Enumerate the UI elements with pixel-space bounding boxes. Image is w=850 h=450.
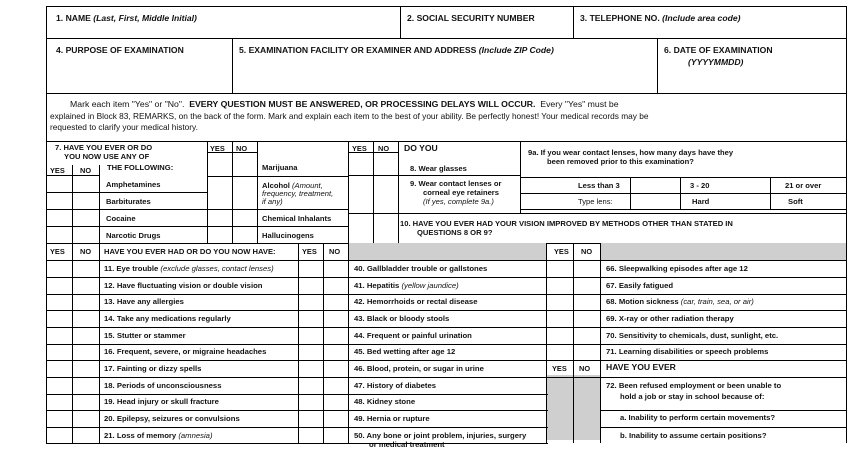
no-checkbox[interactable] bbox=[574, 328, 599, 343]
yes-checkbox[interactable] bbox=[47, 295, 72, 310]
purpose-block-label bbox=[56, 45, 184, 55]
q14: 14. Take any medications regularly bbox=[104, 314, 231, 323]
q7-yes-header: YES bbox=[210, 144, 225, 153]
no-checkbox[interactable] bbox=[574, 311, 599, 326]
no-checkbox[interactable] bbox=[324, 328, 349, 343]
q9a-option-soft: Soft bbox=[788, 197, 803, 206]
col2-yes-header: YES bbox=[302, 247, 317, 256]
q10-vision-improved: 10. HAVE YOU EVER HAD YOUR VISION IMPROVED BY METHODS OTHER THAN STATED IN bbox=[400, 219, 733, 228]
no-checkbox[interactable] bbox=[73, 328, 98, 343]
yes-checkbox[interactable] bbox=[47, 311, 72, 326]
yes-checkbox[interactable] bbox=[47, 261, 72, 276]
yes-checkbox[interactable] bbox=[47, 395, 72, 410]
ssn-block-label bbox=[407, 13, 535, 23]
q9a-line-1: 9a. If you wear contact lenses, how many days have they bbox=[528, 148, 734, 157]
col3-yes-header-2: YES bbox=[552, 364, 567, 373]
yes-checkbox[interactable] bbox=[47, 428, 72, 443]
yes-checkbox[interactable] bbox=[299, 411, 324, 426]
q21 bbox=[104, 431, 213, 440]
block-note: (Include area code) bbox=[662, 13, 741, 23]
do-you-no-header: NO bbox=[378, 144, 390, 153]
q69: 69. X-ray or other radiation therapy bbox=[606, 314, 734, 323]
yes-checkbox[interactable] bbox=[299, 328, 324, 343]
no-checkbox[interactable] bbox=[324, 428, 349, 443]
question-note: (amnesia) bbox=[178, 431, 213, 440]
no-checkbox[interactable] bbox=[73, 361, 98, 376]
block-number: 2. bbox=[407, 13, 415, 23]
block-number: 5. bbox=[239, 45, 247, 55]
no-checkbox[interactable] bbox=[324, 395, 349, 410]
yes-checkbox[interactable] bbox=[299, 295, 324, 310]
alcohol-label: Alcohol bbox=[262, 181, 290, 190]
block-number: 1. bbox=[56, 13, 64, 23]
q41 bbox=[354, 281, 459, 290]
yes-checkbox[interactable] bbox=[47, 378, 72, 393]
col3-yes-header: YES bbox=[554, 247, 569, 256]
q43: 43. Black or bloody stools bbox=[354, 314, 450, 323]
q72: 72. Been refused employment or been unable to bbox=[606, 381, 782, 390]
q7-yes-header: YES bbox=[50, 166, 65, 175]
yes-checkbox[interactable] bbox=[547, 345, 572, 360]
yes-checkbox[interactable] bbox=[47, 278, 72, 293]
q67: 67. Easily fatigued bbox=[606, 281, 674, 290]
section-header: HAVE YOU EVER HAD OR DO YOU NOW HAVE: bbox=[104, 247, 276, 256]
instructions-line-2: explained in Block 83, REMARKS, on the back of the form. Mark and explain each item to the best of your ability. Be perfectly honest! Your medical records may be bbox=[50, 110, 649, 121]
no-checkbox[interactable] bbox=[324, 295, 349, 310]
block-number: 3. bbox=[580, 13, 588, 23]
q50: 50. Any bone or joint problem, injuries, surgery bbox=[354, 431, 527, 440]
q9-note: (If yes, complete 9a.) bbox=[423, 197, 494, 206]
q7-narcotic-drugs: Narcotic Drugs bbox=[106, 231, 161, 240]
q70: 70. Sensitivity to chemicals, dust, sunlight, etc. bbox=[606, 331, 779, 340]
no-checkbox[interactable] bbox=[324, 378, 349, 393]
no-checkbox[interactable] bbox=[73, 345, 98, 360]
q7-heading-line-1: 7. HAVE YOU EVER OR DO bbox=[55, 143, 153, 152]
question-text: 11. Eye trouble bbox=[104, 264, 161, 273]
no-checkbox[interactable] bbox=[574, 261, 599, 276]
yes-checkbox[interactable] bbox=[547, 328, 572, 343]
q44: 44. Frequent or painful urination bbox=[354, 331, 472, 340]
no-checkbox[interactable] bbox=[73, 278, 98, 293]
no-checkbox[interactable] bbox=[324, 261, 349, 276]
q46: 46. Blood, protein, or sugar in urine bbox=[354, 364, 484, 373]
gray-shaded-header bbox=[348, 243, 546, 260]
q72a: a. Inability to perform certain movements? bbox=[620, 413, 776, 422]
q7-barbiturates: Barbiturates bbox=[106, 197, 151, 206]
q68 bbox=[606, 297, 754, 306]
do-you-heading: DO YOU bbox=[404, 143, 438, 153]
q7-alcohol-note-3: if any) bbox=[262, 197, 283, 206]
question-note: (car, train, sea, or air) bbox=[680, 297, 754, 306]
q72b: b. Inability to assume certain positions? bbox=[620, 431, 767, 440]
q9a-type-lens-label: Type lens: bbox=[578, 197, 613, 206]
q7-amphetamines: Amphetamines bbox=[106, 180, 161, 189]
instructions-lead: Mark each item "Yes" or "No". bbox=[70, 99, 185, 109]
block-note: (Last, First, Middle Initial) bbox=[93, 13, 197, 23]
col1-no-header: NO bbox=[80, 247, 92, 256]
q72-line-2: hold a job or stay in school because of: bbox=[620, 392, 765, 401]
q7-chemical-inhalants: Chemical Inhalants bbox=[262, 214, 332, 223]
q9a-line-2: been removed prior to this examination? bbox=[547, 157, 694, 166]
ssn-field[interactable] bbox=[402, 24, 571, 37]
block-title: SOCIAL SECURITY NUMBER bbox=[416, 13, 535, 23]
yes-checkbox[interactable] bbox=[547, 295, 572, 310]
question-note: (yellow jaundice) bbox=[401, 281, 459, 290]
have-you-ever-heading: HAVE YOU EVER bbox=[606, 362, 676, 372]
telephone-block-label bbox=[580, 13, 740, 23]
question-text: 68. Motion sickness bbox=[606, 297, 681, 306]
q9-corneal-retainers: corneal eye retainers bbox=[423, 188, 499, 197]
question-text: 21. Loss of memory bbox=[104, 431, 179, 440]
instructions bbox=[50, 99, 845, 134]
q8-wear-glasses: 8. Wear glasses bbox=[410, 164, 467, 173]
no-checkbox[interactable] bbox=[574, 295, 599, 310]
q11 bbox=[104, 264, 274, 273]
name-block-label bbox=[56, 13, 197, 23]
gray-shaded-header bbox=[600, 243, 846, 260]
q7-no-header: NO bbox=[80, 166, 92, 175]
q7-alcohol-note-2: frequency, treatment, bbox=[262, 189, 334, 198]
instructions-line-3: requested to clarify your medical history. bbox=[50, 122, 198, 132]
col3-no-header: NO bbox=[581, 247, 593, 256]
q50-line-2: or medical treatment bbox=[369, 440, 445, 449]
q71: 71. Learning disabilities or speech problems bbox=[606, 347, 769, 356]
instructions-emphasis: EVERY QUESTION MUST BE ANSWERED, OR PROCESSING DELAYS WILL OCCUR. bbox=[189, 99, 536, 109]
no-checkbox[interactable] bbox=[73, 311, 98, 326]
question-note: (exclude glasses, contact lenses) bbox=[160, 264, 274, 273]
q7-marijuana: Marijuana bbox=[262, 163, 298, 172]
yes-checkbox[interactable] bbox=[47, 328, 72, 343]
block-note: (Include ZIP Code) bbox=[478, 45, 554, 55]
facility-field[interactable] bbox=[234, 57, 655, 92]
question-text: 41. Hepatitis bbox=[354, 281, 402, 290]
no-checkbox[interactable] bbox=[574, 345, 599, 360]
q7-heading-line-3: THE FOLLOWING: bbox=[107, 163, 174, 172]
col3-no-header-2: NO bbox=[579, 364, 591, 373]
block-title: NAME bbox=[65, 13, 91, 23]
block-number: 6. bbox=[664, 45, 672, 55]
block-title: EXAMINATION FACILITY OR EXAMINER AND ADDRESS bbox=[248, 45, 477, 55]
no-checkbox[interactable] bbox=[73, 295, 98, 310]
yes-checkbox[interactable] bbox=[299, 361, 324, 376]
block-title: DATE OF EXAMINATION bbox=[673, 45, 773, 55]
yes-checkbox[interactable] bbox=[547, 278, 572, 293]
date-field[interactable] bbox=[659, 68, 844, 92]
do-you-yes-header: YES bbox=[352, 144, 367, 153]
q40: 40. Gallbladder trouble or gallstones bbox=[354, 264, 488, 273]
telephone-field[interactable] bbox=[575, 24, 845, 37]
no-checkbox[interactable] bbox=[73, 395, 98, 410]
q7-hallucinogens: Hallucinogens bbox=[262, 231, 314, 240]
q17: 17. Fainting or dizzy spells bbox=[104, 364, 202, 373]
yes-checkbox[interactable] bbox=[47, 411, 72, 426]
q20: 20. Epilepsy, seizures or convulsions bbox=[104, 414, 240, 423]
q15: 15. Stutter or stammer bbox=[104, 331, 186, 340]
q48: 48. Kidney stone bbox=[354, 397, 416, 406]
yes-checkbox[interactable] bbox=[47, 345, 72, 360]
date-format-note: (YYYYMMDD) bbox=[688, 57, 744, 67]
block-title: TELEPHONE NO. bbox=[589, 13, 660, 23]
q12: 12. Have fluctuating vision or double vision bbox=[104, 281, 263, 290]
yes-checkbox[interactable] bbox=[47, 361, 72, 376]
no-checkbox[interactable] bbox=[324, 311, 349, 326]
q49: 49. Hernia or rupture bbox=[354, 414, 430, 423]
no-checkbox[interactable] bbox=[324, 411, 349, 426]
q10-vision-improved-line-2: QUESTIONS 8 OR 9? bbox=[417, 228, 493, 237]
q47: 47. History of diabetes bbox=[354, 381, 437, 390]
col1-yes-header: YES bbox=[50, 247, 65, 256]
no-checkbox[interactable] bbox=[73, 378, 98, 393]
yes-checkbox[interactable] bbox=[299, 428, 324, 443]
date-block-label bbox=[664, 45, 773, 55]
no-checkbox[interactable] bbox=[73, 261, 98, 276]
yes-checkbox[interactable] bbox=[547, 261, 572, 276]
no-checkbox[interactable] bbox=[574, 278, 599, 293]
no-checkbox[interactable] bbox=[324, 345, 349, 360]
facility-block-label bbox=[239, 45, 554, 55]
q7-cocaine: Cocaine bbox=[106, 214, 136, 223]
alcohol-note: (Amount, bbox=[291, 181, 323, 190]
q7-no-header: NO bbox=[236, 144, 248, 153]
yes-checkbox[interactable] bbox=[299, 311, 324, 326]
q9a-option-3-20: 3 - 20 bbox=[690, 181, 710, 190]
yes-checkbox[interactable] bbox=[299, 278, 324, 293]
no-checkbox[interactable] bbox=[73, 428, 98, 443]
q7-heading-line-2: YOU NOW USE ANY OF bbox=[64, 152, 150, 161]
q18: 18. Periods of unconsciousness bbox=[104, 381, 222, 390]
purpose-field[interactable] bbox=[48, 57, 230, 92]
q19: 19. Head injury or skull fracture bbox=[104, 397, 219, 406]
q66: 66. Sleepwalking episodes after age 12 bbox=[606, 264, 748, 273]
q42: 42. Hemorrhoids or rectal disease bbox=[354, 297, 478, 306]
yes-checkbox[interactable] bbox=[299, 345, 324, 360]
col2-no-header: NO bbox=[329, 247, 341, 256]
q9a-option-less-than-3: Less than 3 bbox=[578, 181, 620, 190]
q45: 45. Bed wetting after age 12 bbox=[354, 347, 456, 356]
q9-contact-lenses: 9. Wear contact lenses or bbox=[410, 179, 502, 188]
block-title: PURPOSE OF EXAMINATION bbox=[65, 45, 184, 55]
q9a-option-21-or-over: 21 or over bbox=[785, 181, 822, 190]
yes-checkbox[interactable] bbox=[547, 311, 572, 326]
no-checkbox[interactable] bbox=[73, 411, 98, 426]
q9a-option-hard: Hard bbox=[692, 197, 710, 206]
block-number: 4. bbox=[56, 45, 64, 55]
q16: 16. Frequent, severe, or migraine headaches bbox=[104, 347, 267, 356]
yes-checkbox[interactable] bbox=[299, 395, 324, 410]
name-field[interactable] bbox=[48, 24, 398, 37]
yes-checkbox[interactable] bbox=[299, 261, 324, 276]
q13: 13. Have any allergies bbox=[104, 297, 184, 306]
no-checkbox[interactable] bbox=[324, 361, 349, 376]
no-checkbox[interactable] bbox=[324, 278, 349, 293]
instructions-tail: Every "Yes" must be bbox=[540, 99, 619, 109]
yes-checkbox[interactable] bbox=[299, 378, 324, 393]
